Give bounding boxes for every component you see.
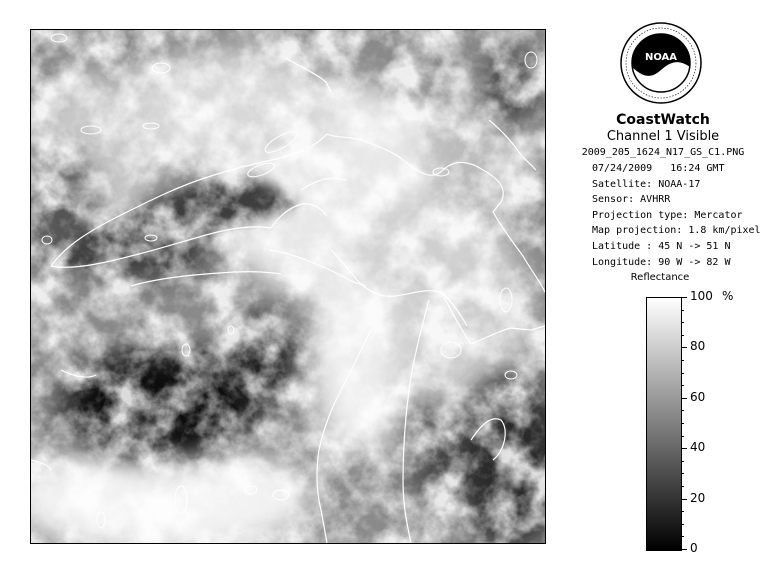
colorbar-tick [681, 398, 687, 399]
map-resolution-label: Map projection: 1.8 km/pixel [592, 225, 761, 237]
colorbar-minor-tick [681, 385, 684, 386]
image-filename: 2009_205_1624_N17_GS_C1.PNG [581, 147, 745, 158]
colorbar-tick [681, 297, 687, 298]
colorbar-minor-tick [681, 524, 684, 525]
colorbar-tick [681, 549, 687, 550]
date-time-line [592, 161, 761, 177]
satellite-label: Satellite: NOAA-17 [592, 178, 701, 190]
channel-label: Channel 1 Visible [606, 129, 720, 144]
colorbar-tick-label: 0 [690, 541, 698, 555]
colorbar-minor-tick [681, 322, 684, 323]
sensor-label: Sensor: AVHRR [592, 194, 671, 206]
colorbar-minor-tick [681, 511, 684, 512]
noaa-logo-text: NOAA [644, 52, 678, 63]
metadata-panel [592, 161, 761, 270]
latitude-range-label: Latitude : 45 N -> 51 N [592, 240, 731, 252]
colorbar-unit: % [722, 289, 734, 303]
reflectance-colorbar [646, 297, 682, 551]
satellite-map [30, 29, 546, 544]
colorbar-minor-tick [681, 373, 684, 374]
colorbar-minor-tick [681, 436, 684, 437]
acquisition-date: 07/24/2009 [592, 163, 653, 174]
colorbar-minor-tick [681, 423, 684, 424]
colorbar-tick [681, 347, 687, 348]
colorbar-minor-tick [681, 310, 684, 311]
colorbar-minor-tick [681, 473, 684, 474]
satellite-image [31, 30, 545, 543]
colorbar-minor-tick [681, 486, 684, 487]
acquisition-time: 16:24 GMT [670, 163, 725, 174]
colorbar-tick-label: 100 [690, 289, 713, 303]
colorbar-tick-label: 80 [690, 339, 706, 353]
colorbar-minor-tick [681, 335, 684, 336]
colorbar-tick [681, 448, 687, 449]
colorbar-tick [681, 499, 687, 500]
colorbar-tick-label: 40 [690, 440, 706, 454]
colorbar-minor-tick [681, 536, 684, 537]
colorbar-minor-tick [681, 360, 684, 361]
projection-type-label: Projection type: Mercator [592, 209, 743, 221]
colorbar-minor-tick [681, 410, 684, 411]
product-title: CoastWatch [616, 112, 710, 128]
longitude-range-label: Longitude: 90 W -> 82 W [592, 256, 731, 268]
colorbar-tick-label: 20 [690, 491, 706, 505]
colorbar-minor-tick [681, 461, 684, 462]
noaa-logo-icon [620, 22, 702, 104]
colorbar-title: Reflectance [630, 272, 690, 283]
colorbar-tick-label: 60 [690, 390, 706, 404]
